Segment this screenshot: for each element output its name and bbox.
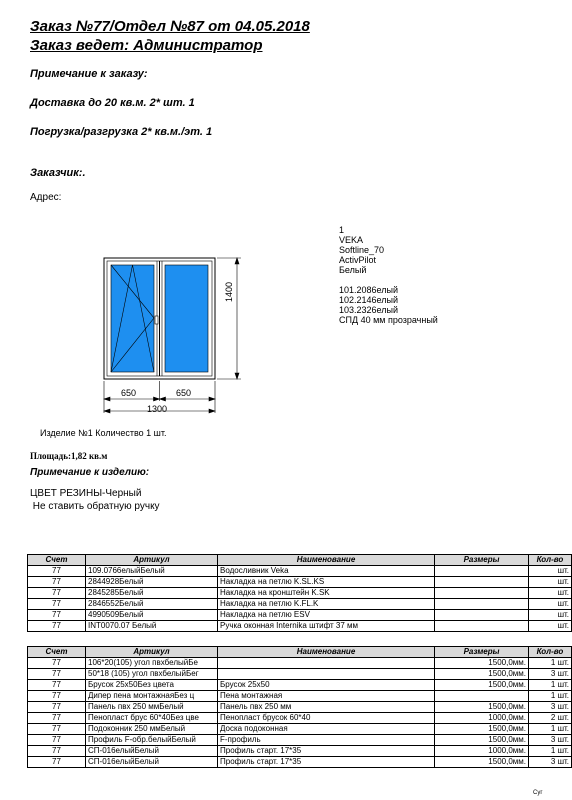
table-row xyxy=(28,680,572,691)
table-cell: 50*18 (105) угол пвхбелыйБег xyxy=(86,669,218,680)
table-cell: Пена монтажная xyxy=(218,691,435,702)
table-cell: Накладка на петлю ESV xyxy=(218,610,435,621)
table-row xyxy=(28,610,572,621)
spec-item: Белый xyxy=(339,265,367,275)
table-cell: 77 xyxy=(28,735,86,746)
table-row xyxy=(28,588,572,599)
table-row xyxy=(28,757,572,768)
table-cell xyxy=(218,669,435,680)
table-cell: Ручка оконная Internika штифт 37 мм xyxy=(218,621,435,632)
window-drawing xyxy=(90,245,255,420)
column-header: Артикул xyxy=(86,555,218,566)
spec-item: 102.2146елый xyxy=(339,295,398,305)
column-header: Кол-во xyxy=(529,555,572,566)
table-row xyxy=(28,746,572,757)
table-cell: 77 xyxy=(28,757,86,768)
table-cell: Подоконник 250 ммБелый xyxy=(86,724,218,735)
table-cell: 3 шт. xyxy=(529,669,572,680)
product-note-line-1: ЦВЕТ РЕЗИНЫ-Черный xyxy=(30,488,142,499)
table-cell: 77 xyxy=(28,621,86,632)
table-cell: 3 шт. xyxy=(529,735,572,746)
column-header: Счет xyxy=(28,555,86,566)
table-cell: 3 шт. xyxy=(529,757,572,768)
total-width-dimension: 1300 xyxy=(147,404,168,414)
table-cell: 1500,0мм. xyxy=(435,757,529,768)
table-cell: Пенопласт брус 60*40Без цве xyxy=(86,713,218,724)
column-header: Счет xyxy=(28,647,86,658)
table-cell: 77 xyxy=(28,691,86,702)
order-manager: Заказ ведет: Администратор xyxy=(30,37,263,54)
table-cell: шт. xyxy=(529,588,572,599)
table-cell: Брусок 25х50Без цвета xyxy=(86,680,218,691)
table-cell: 77 xyxy=(28,702,86,713)
table-cell: Накладка на петлю K.FL.K xyxy=(218,599,435,610)
table-cell: Профиль старт. 17*35 xyxy=(218,746,435,757)
table-cell: 109.0766елыйБелый xyxy=(86,566,218,577)
table-cell: Панель пвх 250 ммБелый xyxy=(86,702,218,713)
table-cell: 1000,0мм. xyxy=(435,713,529,724)
left-glass-pane xyxy=(111,265,154,372)
spec-item: 1 xyxy=(339,225,345,235)
column-header: Наименование xyxy=(218,647,435,658)
product-spec xyxy=(339,225,438,325)
signature-mark: Cуг xyxy=(533,790,543,796)
table-cell: шт. xyxy=(529,566,572,577)
order-title: Заказ №77/Отдел №87 от 04.05.2018 xyxy=(30,18,310,35)
materials-table xyxy=(27,646,572,768)
table-cell: 2846552Белый xyxy=(86,599,218,610)
table-cell: шт. xyxy=(529,621,572,632)
table-cell: Профиль старт. 17*35 xyxy=(218,757,435,768)
product-caption: Изделие №1 Количество 1 шт. xyxy=(40,428,167,438)
table-cell: 77 xyxy=(28,713,86,724)
table-row xyxy=(28,566,572,577)
order-notes-label: Примечание к заказу: xyxy=(30,68,148,80)
table-cell: 2845285Белый xyxy=(86,588,218,599)
table-cell: 2 шт. xyxy=(529,713,572,724)
table-row xyxy=(28,658,572,669)
table-row xyxy=(28,691,572,702)
spec-item: VEKA xyxy=(339,235,364,245)
right-sash-dimension: 650 xyxy=(176,388,192,398)
table-cell: 2844928Белый xyxy=(86,577,218,588)
table-cell: 1500,0мм. xyxy=(435,669,529,680)
table-cell: Водосливник Veka xyxy=(218,566,435,577)
column-header: Размеры xyxy=(435,555,529,566)
table-cell: 1 шт. xyxy=(529,680,572,691)
table-cell: 77 xyxy=(28,669,86,680)
table-cell xyxy=(435,610,529,621)
spec-item: ActivPilot xyxy=(339,255,377,265)
table-cell: 1000,0мм. xyxy=(435,746,529,757)
table-header xyxy=(28,647,572,658)
table-cell: INT0070.07 Белый xyxy=(86,621,218,632)
table-cell: Профиль F-обр.белыйБелый xyxy=(86,735,218,746)
table-cell: 1500,0мм. xyxy=(435,724,529,735)
table-header xyxy=(28,555,572,566)
right-glass-pane xyxy=(165,265,208,372)
table-cell: 77 xyxy=(28,599,86,610)
table-cell: СП-016елыйБелый xyxy=(86,757,218,768)
left-sash-dimension: 650 xyxy=(121,388,137,398)
table-cell: 77 xyxy=(28,724,86,735)
spec-item: Softline_70 xyxy=(339,245,385,255)
table-cell: 1500,0мм. xyxy=(435,658,529,669)
table-cell xyxy=(435,691,529,702)
column-header: Кол-во xyxy=(529,647,572,658)
table-cell xyxy=(435,599,529,610)
table-cell: 1 шт. xyxy=(529,724,572,735)
column-header: Размеры xyxy=(435,647,529,658)
table-cell: 1500,0мм. xyxy=(435,735,529,746)
spec-item: 103.2326елый xyxy=(339,305,398,315)
table-cell xyxy=(435,621,529,632)
table-cell: Накладка на петлю K.SL.KS xyxy=(218,577,435,588)
table-cell xyxy=(435,588,529,599)
column-header: Артикул xyxy=(86,647,218,658)
accessories-table xyxy=(27,554,572,632)
table-cell: 77 xyxy=(28,566,86,577)
table-cell: 77 xyxy=(28,588,86,599)
address-label: Адрес: xyxy=(30,192,62,203)
spec-item: 101.2086елый xyxy=(339,285,398,295)
window-handle-icon xyxy=(155,316,158,324)
table-cell xyxy=(218,658,435,669)
table-cell: 77 xyxy=(28,577,86,588)
table-cell: 106*20(105) угол пвхбелыйБе xyxy=(86,658,218,669)
table-cell: 77 xyxy=(28,746,86,757)
table-cell: 1 шт. xyxy=(529,746,572,757)
table-cell: 1500,0мм. xyxy=(435,702,529,713)
table-cell xyxy=(435,566,529,577)
table-cell: 77 xyxy=(28,610,86,621)
spec-item: СПД 40 мм прозрачный xyxy=(339,315,438,325)
table-cell: шт. xyxy=(529,599,572,610)
table-cell: 3 шт. xyxy=(529,702,572,713)
table-row xyxy=(28,702,572,713)
table-row xyxy=(28,621,572,632)
table-row xyxy=(28,577,572,588)
customer-label: Заказчик:. xyxy=(30,167,86,179)
order-note-2: Погрузка/разгрузка 2* кв.м./эт. 1 xyxy=(30,126,213,138)
table-cell: Брусок 25х50 xyxy=(218,680,435,691)
product-area: Площадь:1,82 кв.м xyxy=(30,451,108,461)
table-cell: F-профиль xyxy=(218,735,435,746)
table-row xyxy=(28,599,572,610)
table-cell: 1500,0мм. xyxy=(435,680,529,691)
table-cell: Накладка на кронштейн K.SK xyxy=(218,588,435,599)
order-note-1: Доставка до 20 кв.м. 2* шт. 1 xyxy=(30,97,195,109)
table-cell: шт. xyxy=(529,577,572,588)
table-cell: СП-016елыйБелый xyxy=(86,746,218,757)
product-note-label: Примечание к изделию: xyxy=(30,467,150,478)
table-cell: 1 шт. xyxy=(529,691,572,702)
height-dimension: 1400 xyxy=(224,281,234,302)
table-cell: 77 xyxy=(28,680,86,691)
table-row xyxy=(28,735,572,746)
table-row xyxy=(28,669,572,680)
table-row xyxy=(28,724,572,735)
table-cell: Дипер пена монтажнаяБез ц xyxy=(86,691,218,702)
table-cell: 4990509Белый xyxy=(86,610,218,621)
table-cell: шт. xyxy=(529,610,572,621)
table-cell: 1 шт. xyxy=(529,658,572,669)
table-row xyxy=(28,713,572,724)
table-cell: Пенопласт брусок 60*40 xyxy=(218,713,435,724)
table-cell xyxy=(435,577,529,588)
table-cell: Доска подоконная xyxy=(218,724,435,735)
table-cell: 77 xyxy=(28,658,86,669)
column-header: Наименование xyxy=(218,555,435,566)
product-note-line-2: Не ставить обратную ручку xyxy=(30,501,160,512)
table-cell: Панель пвх 250 мм xyxy=(218,702,435,713)
